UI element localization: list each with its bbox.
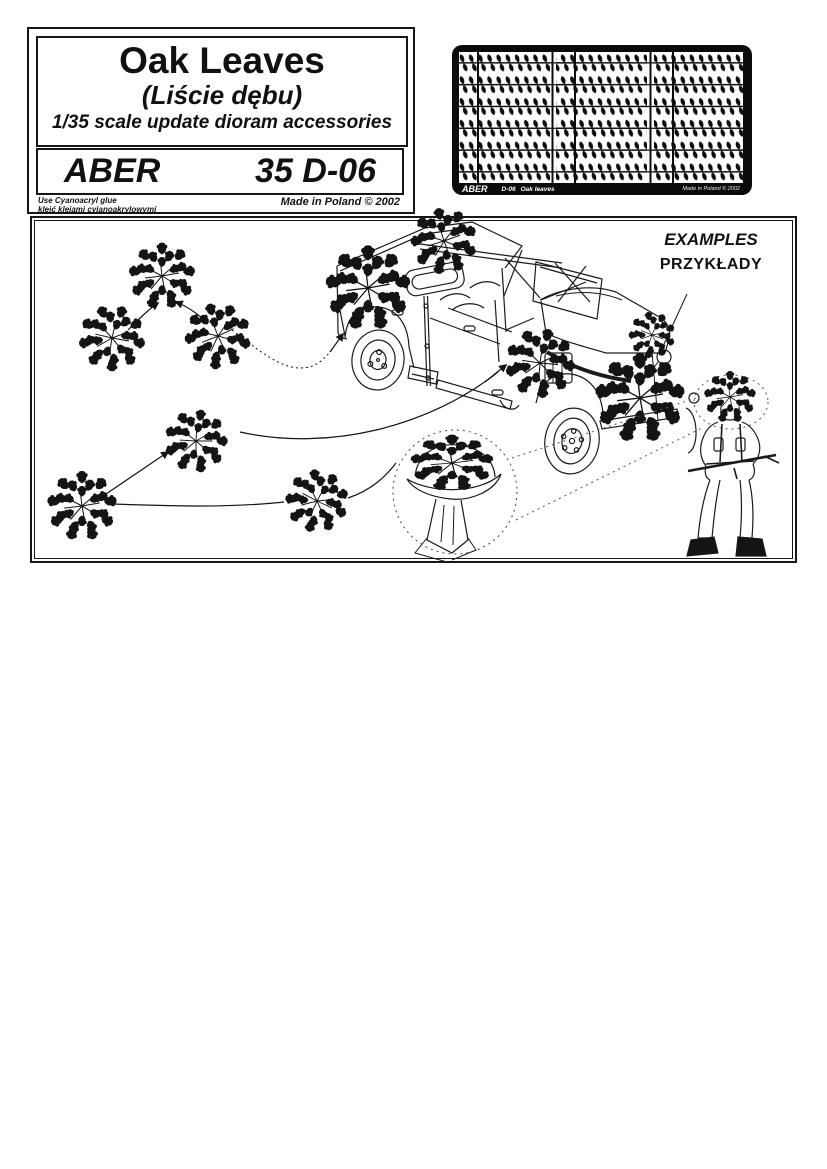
scale-line: 1/35 scale update dioram accessories — [51, 112, 393, 134]
product-title: Oak Leaves — [119, 40, 325, 81]
product-title-polish: (Liście dębu) — [141, 79, 303, 110]
brand-name: ABER — [64, 152, 161, 190]
fret-leaf-pattern — [459, 52, 745, 183]
glue-note-en: Use Cyanoacryl glue — [38, 196, 117, 205]
fret-name: Oak leaves — [520, 185, 555, 193]
fret-sheet — [459, 52, 745, 183]
title-box — [36, 36, 408, 147]
examples-label-en: EXAMPLES — [664, 230, 758, 249]
fret-label-strip — [458, 184, 746, 194]
fret-brand: ABER — [462, 184, 488, 194]
fret-made-in: Made in Poland © 2002 — [682, 186, 740, 192]
brand-box — [36, 148, 404, 195]
header-footnotes — [38, 196, 404, 215]
examples-caption — [636, 230, 786, 274]
examples-label-pl: PRZYKŁADY — [659, 256, 763, 273]
glue-note-pl: kleić klejami cyjanoakrylowymi — [38, 205, 157, 215]
product-code: 35 D-06 — [255, 152, 376, 190]
soldier-figure — [687, 375, 779, 556]
fret-code: D-06 — [501, 185, 516, 193]
fret-strips — [459, 52, 745, 183]
made-in-note: Made in Poland © 2002 — [280, 196, 400, 208]
glue-note — [38, 196, 156, 214]
